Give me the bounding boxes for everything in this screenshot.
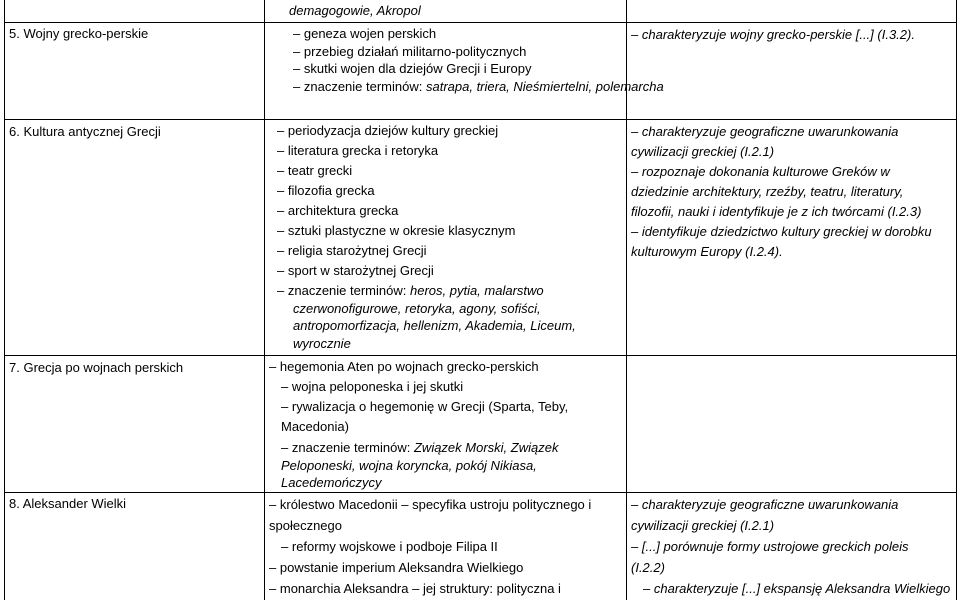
section-cell bbox=[5, 0, 265, 23]
dash-icon: – bbox=[281, 538, 289, 554]
dash-icon: – bbox=[631, 538, 639, 554]
outcomes-cell bbox=[627, 356, 957, 493]
dash-icon: – bbox=[293, 26, 301, 41]
content-line: – filozofia grecka bbox=[277, 183, 375, 198]
content-line: – periodyzacja dziejów kultury greckiej bbox=[277, 123, 499, 138]
content-cell bbox=[265, 356, 627, 493]
content-line: – powstanie imperium Aleksandra Wielkiego bbox=[269, 559, 524, 575]
content-line: – skutki wojen dla dziejów Grecji i Europy bbox=[293, 61, 532, 76]
content-line: – monarchia Aleksandra – jej struktury: polityczna i bbox=[269, 580, 561, 596]
table-row bbox=[5, 23, 957, 120]
outcome-line: – rozpoznaje dokonania kulturowe Greków w dziedzinie architektury, rzeźby, teatru, literatury, filozofii, nauki i identyfikuje je z ich twórcami (I.2.3) bbox=[631, 164, 922, 219]
content-line: – reformy wojskowe i podboje Filipa II bbox=[281, 538, 498, 554]
dash-icon: – bbox=[269, 559, 277, 575]
content-line: – teatr grecki bbox=[277, 163, 353, 178]
dash-icon: – bbox=[293, 43, 301, 59]
dash-icon: – bbox=[281, 399, 289, 414]
outcome-line: – charakteryzuje geograficzne uwarunkowania cywilizacji greckiej (I.2.1) bbox=[631, 496, 899, 533]
section-cell: 7. Grecja po wojnach perskich bbox=[5, 356, 265, 493]
dash-icon: – bbox=[631, 224, 639, 239]
dash-icon: – bbox=[293, 61, 301, 76]
outcome-line: – [...] porównuje formy ustrojowe greckich poleis (I.2.2) bbox=[631, 538, 909, 575]
dash-icon: – bbox=[277, 183, 285, 198]
dash-icon: – bbox=[277, 143, 285, 158]
outcome-line: – identyfikuje dziedzictwo kultury greckiej w dorobku kulturowym Europy (I.2.4). bbox=[631, 224, 932, 259]
dash-icon: – bbox=[281, 440, 289, 455]
content-line: – geneza wojen perskich bbox=[293, 26, 437, 41]
content-cell bbox=[265, 120, 627, 356]
table-row bbox=[5, 120, 957, 356]
dash-icon: – bbox=[631, 164, 639, 179]
section-cell: 8. Aleksander Wielki bbox=[5, 492, 265, 600]
dash-icon: – bbox=[631, 496, 639, 512]
section-cell: 6. Kultura antycznej Grecji bbox=[5, 120, 265, 356]
table-row bbox=[5, 356, 957, 493]
content-cell bbox=[265, 23, 664, 120]
content-line: – sport w starożytnej Grecji bbox=[277, 263, 434, 278]
content-line: – architektura grecka bbox=[277, 203, 399, 218]
content-line: – literatura grecka i retoryka bbox=[277, 143, 439, 158]
dash-icon: – bbox=[293, 78, 301, 94]
content-line: – rywalizacja o hegemonię w Grecji (Sparta, Teby, Macedonia) bbox=[281, 399, 569, 434]
dash-icon: – bbox=[631, 27, 639, 42]
outcome-line: – charakteryzuje geograficzne uwarunkowania cywilizacji greckiej (I.2.1) bbox=[631, 124, 899, 159]
content-line: – religia starożytnej Grecji bbox=[277, 243, 427, 258]
dash-icon: – bbox=[277, 243, 285, 258]
dash-icon: – bbox=[277, 123, 285, 138]
outcome-line: – charakteryzuje [...] ekspansję Aleksandra Wielkiego bbox=[643, 580, 951, 596]
content-line: – znaczenie terminów: Związek Morski, Związek Peloponeski, wojna koryncka, pokój Nikiasa, Lacedemończycy bbox=[281, 440, 559, 490]
content-line: – przebieg działań militarno-politycznych bbox=[293, 43, 527, 59]
dash-icon: – bbox=[277, 163, 285, 178]
dash-icon: – bbox=[277, 203, 285, 218]
content-line: – sztuki plastyczne w okresie klasycznym bbox=[277, 223, 516, 238]
content-line: – wojna peloponeska i jej skutki bbox=[281, 379, 464, 394]
content-line: – znaczenie terminów: heros, pytia, malarstwo czerwonofigurowe, retoryka, agony, sofiści, antropomorfizacja, hellenizm, Akademia, Liceum, wyrocznie bbox=[277, 283, 576, 351]
table-row bbox=[5, 492, 957, 600]
content-cell bbox=[265, 0, 627, 23]
table-row bbox=[5, 0, 957, 23]
section-cell: 5. Wojny grecko-perskie bbox=[5, 23, 265, 120]
content-line: demagogowie, Akropol bbox=[289, 3, 421, 18]
curriculum-table bbox=[4, 0, 957, 600]
dash-icon: – bbox=[269, 580, 277, 596]
dash-icon: – bbox=[269, 359, 277, 374]
dash-icon: – bbox=[281, 379, 289, 394]
content-line: – hegemonia Aten po wojnach grecko-perskich bbox=[269, 359, 539, 374]
outcome-line: – charakteryzuje wojny grecko-perskie [...] (I.3.2). bbox=[631, 27, 915, 42]
outcomes-cell bbox=[627, 23, 957, 120]
outcomes-cell bbox=[627, 0, 957, 23]
dash-icon: – bbox=[643, 580, 651, 596]
outcomes-cell bbox=[627, 492, 957, 600]
dash-icon: – bbox=[277, 283, 285, 298]
dash-icon: – bbox=[631, 124, 639, 139]
content-cell bbox=[265, 492, 627, 600]
dash-icon: – bbox=[277, 263, 285, 278]
outcomes-cell bbox=[627, 120, 957, 356]
content-line: – znaczenie terminów: satrapa, triera, Nieśmiertelni, polemarcha bbox=[293, 78, 664, 94]
dash-icon: – bbox=[277, 223, 285, 238]
dash-icon: – bbox=[269, 496, 277, 512]
content-line: – królestwo Macedonii – specyfika ustroju politycznego i społecznego bbox=[269, 496, 592, 533]
